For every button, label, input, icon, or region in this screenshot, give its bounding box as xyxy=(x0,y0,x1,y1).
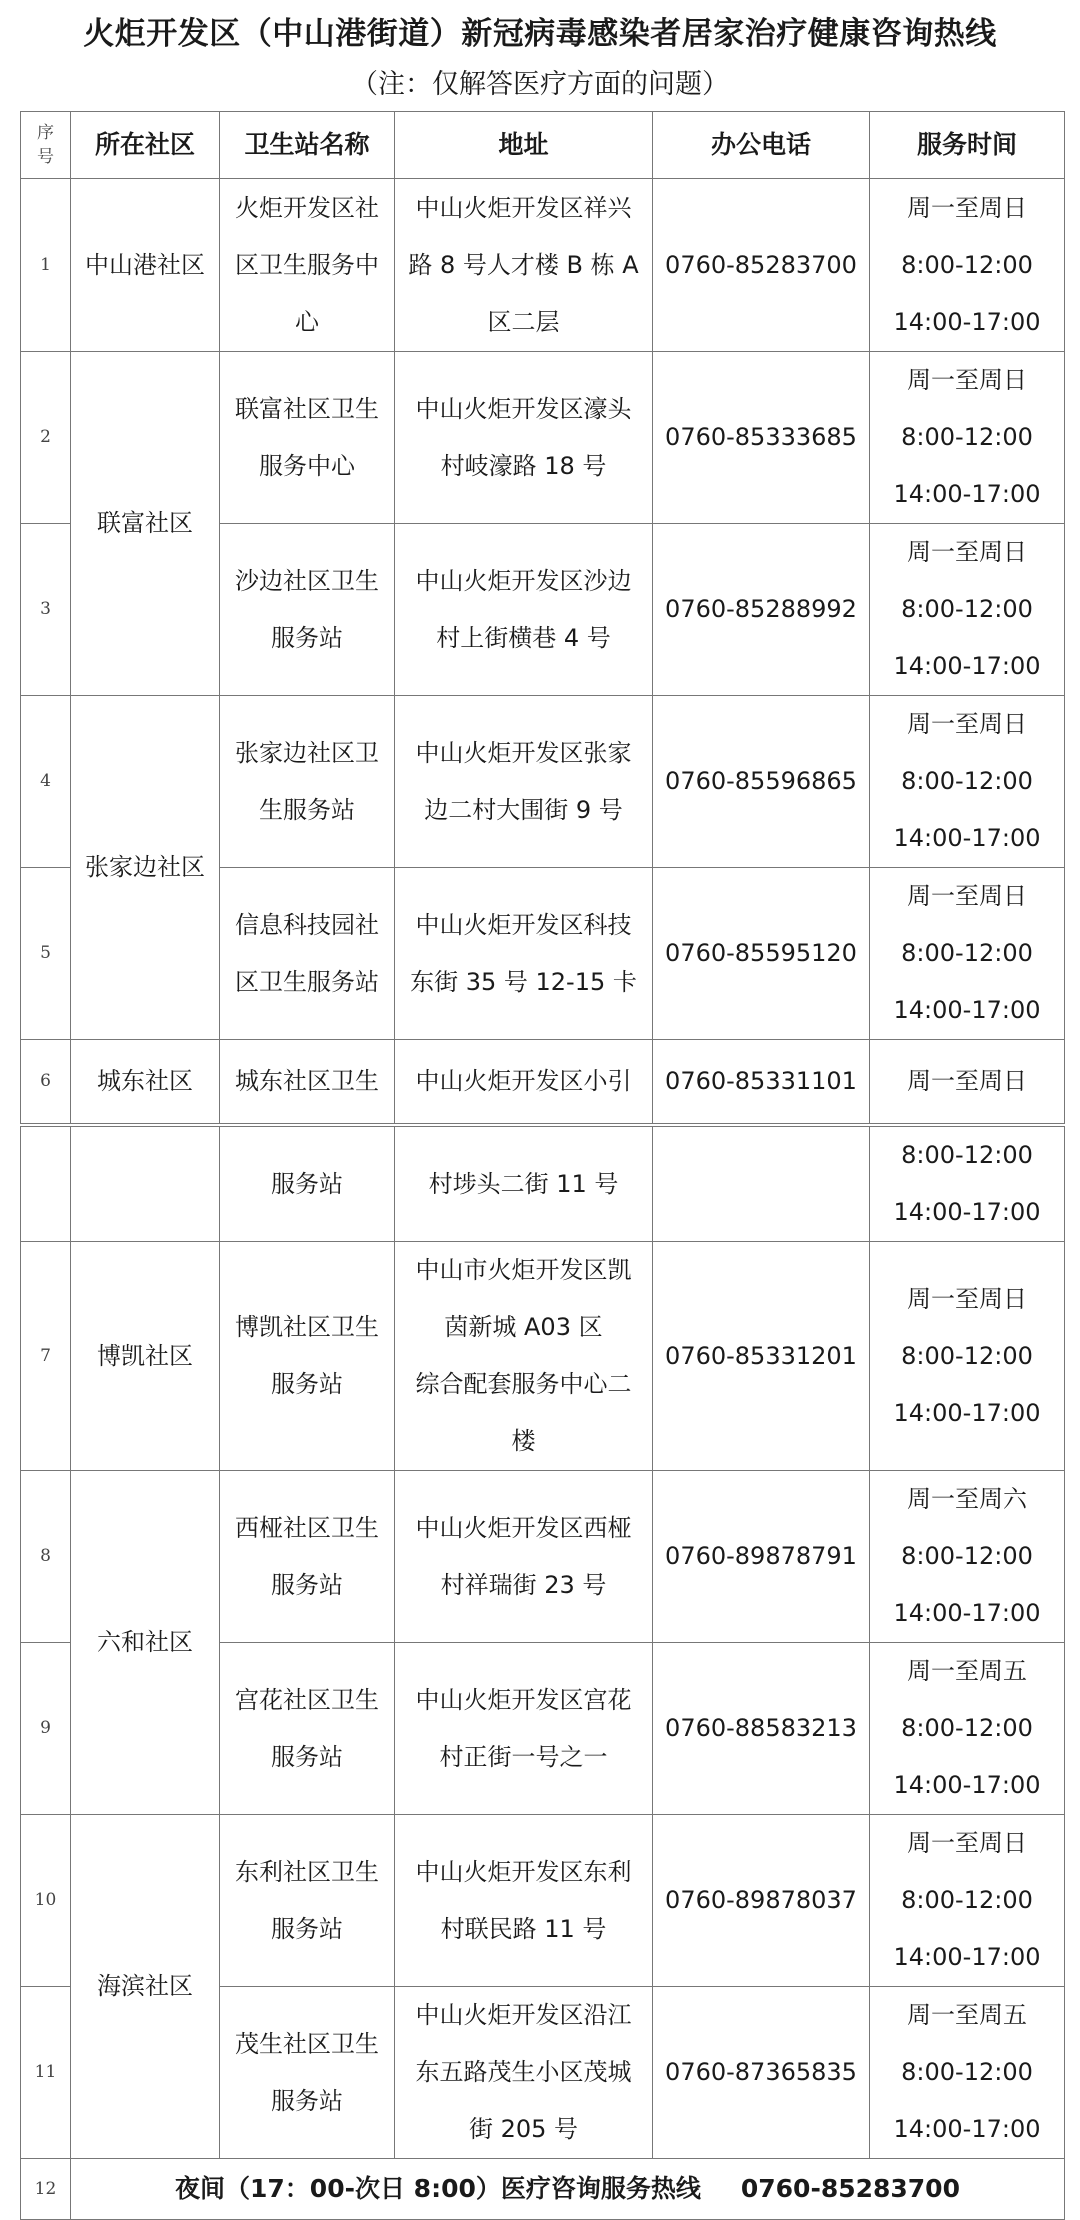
night-hotline xyxy=(71,2159,1065,2220)
hotline-table-part-2 xyxy=(20,1126,1065,2220)
address-line: 茵新城 A03 区 xyxy=(444,1313,603,1341)
address-line: 中山火炬开发区西桠 xyxy=(415,1513,632,1542)
service-hours xyxy=(870,1040,1065,1124)
table-row xyxy=(21,1471,1065,1643)
address xyxy=(395,1040,653,1124)
service-hours xyxy=(870,1987,1065,2159)
service-hours-line: 14:00-17:00 xyxy=(893,1599,1041,1627)
office-phone: 0760-89878791 xyxy=(653,1471,870,1643)
service-hours-line: 周一至周日 xyxy=(907,882,1027,910)
service-hours-line: 周一至周日 xyxy=(907,538,1027,566)
station-name-line: 服务站 xyxy=(271,1914,343,1943)
service-hours-line: 周一至周日 xyxy=(907,1284,1027,1313)
station-name xyxy=(220,1815,395,1987)
header-hours: 服务时间 xyxy=(870,112,1065,179)
address-line: 中山市火炬开发区凯 xyxy=(415,1256,632,1284)
service-hours-line: 周一至周日 xyxy=(907,193,1027,222)
row-index: 10 xyxy=(21,1815,71,1987)
address xyxy=(395,1987,653,2159)
night-hotline-phone: 0760-85283700 xyxy=(740,2174,960,2203)
table-row xyxy=(21,1815,1065,1987)
community-cell: 联富社区 xyxy=(71,352,220,696)
table-header-row xyxy=(21,112,1065,179)
address-line: 村联民路 11 号 xyxy=(440,1914,607,1943)
station-name-line: 服务中心 xyxy=(259,451,355,480)
community-cell: 博凯社区 xyxy=(71,1242,220,1471)
community-cell: 六和社区 xyxy=(71,1471,220,1815)
station-name-line: 服务站 xyxy=(271,2086,343,2115)
office-phone xyxy=(653,1127,870,1242)
header-phone: 办公电话 xyxy=(653,112,870,179)
service-hours-line: 8:00-12:00 xyxy=(901,1542,1033,1570)
office-phone: 0760-89878037 xyxy=(653,1815,870,1987)
station-name-line: 联富社区卫生 xyxy=(235,394,379,423)
hotline-table-part-1 xyxy=(20,111,1065,1124)
address-line: 东街 35 号 12-15 卡 xyxy=(410,967,637,996)
service-hours xyxy=(870,1127,1065,1242)
service-hours xyxy=(870,352,1065,524)
service-hours xyxy=(870,1471,1065,1643)
service-hours-line: 8:00-12:00 xyxy=(901,1714,1033,1742)
address xyxy=(395,868,653,1040)
service-hours xyxy=(870,696,1065,868)
service-hours-line: 8:00-12:00 xyxy=(901,1886,1033,1914)
service-hours xyxy=(870,179,1065,352)
header-community: 所在社区 xyxy=(71,112,220,179)
station-name xyxy=(220,1643,395,1815)
service-hours-line: 周一至周日 xyxy=(907,1829,1027,1857)
office-phone: 0760-85288992 xyxy=(653,524,870,696)
office-phone: 0760-85283700 xyxy=(653,179,870,352)
community-cell: 中山港社区 xyxy=(71,179,220,352)
office-phone: 0760-87365835 xyxy=(653,1987,870,2159)
address-line: 村上街横巷 4 号 xyxy=(436,623,611,652)
address-line: 中山火炬开发区科技 xyxy=(415,910,632,939)
community-cell: 海滨社区 xyxy=(71,1815,220,2159)
address-line: 街 205 号 xyxy=(468,2115,579,2143)
service-hours-line: 8:00-12:00 xyxy=(901,423,1033,451)
address-line: 区二层 xyxy=(487,307,560,336)
office-phone: 0760-85595120 xyxy=(653,868,870,1040)
service-hours-line: 14:00-17:00 xyxy=(893,307,1041,336)
row-index: 9 xyxy=(21,1643,71,1815)
address-line: 中山火炬开发区东利 xyxy=(415,1857,632,1886)
station-name-line: 信息科技园社 xyxy=(235,910,379,939)
address-line: 东五路茂生小区茂城 xyxy=(415,2058,632,2086)
service-hours-line: 周一至周日 xyxy=(907,1067,1027,1095)
service-hours-line: 周一至周日 xyxy=(907,710,1027,738)
address xyxy=(395,1643,653,1815)
address-line: 村祥瑞街 23 号 xyxy=(440,1570,607,1599)
station-name-line: 心 xyxy=(295,307,319,336)
service-hours-line: 8:00-12:00 xyxy=(901,767,1033,795)
page-subtitle: （注：仅解答医疗方面的问题） xyxy=(351,69,729,100)
service-hours-line: 14:00-17:00 xyxy=(893,480,1041,508)
night-hotline-label: 夜间（17：00-次日 8:00）医疗咨询服务热线 xyxy=(175,2174,701,2203)
station-name-line: 火炬开发区社 xyxy=(235,193,379,222)
header-station: 卫生站名称 xyxy=(220,112,395,179)
address xyxy=(395,696,653,868)
row-index: 3 xyxy=(21,524,71,696)
row-index xyxy=(21,1127,71,1242)
service-hours-line: 8:00-12:00 xyxy=(901,595,1033,623)
row-index: 2 xyxy=(21,352,71,524)
station-name xyxy=(220,524,395,696)
footer-row xyxy=(21,2159,1065,2220)
office-phone: 0760-85331201 xyxy=(653,1242,870,1471)
station-name-line: 沙边社区卫生 xyxy=(235,566,379,595)
station-name-line: 城东社区卫生 xyxy=(235,1067,379,1095)
address-line: 中山火炬开发区沿江 xyxy=(415,2001,632,2029)
address xyxy=(395,179,653,352)
address-line: 村正街一号之一 xyxy=(439,1742,608,1771)
address-line: 中山火炬开发区祥兴 xyxy=(415,193,632,222)
address xyxy=(395,352,653,524)
address-line: 边二村大围街 9 号 xyxy=(424,795,623,824)
table-row xyxy=(21,179,1065,352)
station-name-line: 服务站 xyxy=(271,1742,343,1771)
service-hours-line: 14:00-17:00 xyxy=(893,1771,1041,1799)
row-index: 11 xyxy=(21,1987,71,2159)
address-line: 中山火炬开发区小引 xyxy=(415,1067,632,1095)
station-name-line: 服务站 xyxy=(271,1169,343,1198)
table-row xyxy=(21,1242,1065,1471)
station-name xyxy=(220,1127,395,1242)
station-name-line: 宫花社区卫生 xyxy=(235,1685,379,1714)
community-cell: 城东社区 xyxy=(71,1040,220,1124)
row-index: 8 xyxy=(21,1471,71,1643)
header-address: 地址 xyxy=(395,112,653,179)
row-index: 4 xyxy=(21,696,71,868)
address-line: 中山火炬开发区宫花 xyxy=(415,1685,632,1714)
address-line: 综合配套服务中心二 xyxy=(415,1370,632,1398)
station-name-line: 东利社区卫生 xyxy=(235,1857,379,1886)
row-index: 7 xyxy=(21,1242,71,1471)
service-hours-line: 14:00-17:00 xyxy=(893,2115,1041,2143)
office-phone: 0760-85596865 xyxy=(653,696,870,868)
service-hours-line: 8:00-12:00 xyxy=(901,939,1033,967)
address-line: 中山火炬开发区沙边 xyxy=(415,566,632,595)
address-line: 中山火炬开发区张家 xyxy=(415,738,632,767)
office-phone: 0760-85333685 xyxy=(653,352,870,524)
service-hours-line: 周一至周五 xyxy=(907,1657,1027,1685)
service-hours-line: 周一至周日 xyxy=(907,366,1027,394)
station-name xyxy=(220,696,395,868)
row-index: 1 xyxy=(21,179,71,352)
row-index: 5 xyxy=(21,868,71,1040)
address xyxy=(395,524,653,696)
service-hours xyxy=(870,1643,1065,1815)
table-row xyxy=(21,1040,1065,1124)
row-index: 6 xyxy=(21,1040,71,1124)
address-line: 村埗头二街 11 号 xyxy=(428,1169,619,1198)
service-hours xyxy=(870,868,1065,1040)
address xyxy=(395,1471,653,1643)
address-line: 楼 xyxy=(511,1427,536,1455)
station-name-line: 区卫生服务中 xyxy=(235,250,379,279)
service-hours-line: 14:00-17:00 xyxy=(893,996,1041,1024)
address-line: 路 8 号人才楼 B 栋 A xyxy=(408,250,639,279)
service-hours-line: 周一至周五 xyxy=(907,2001,1027,2029)
service-hours-line: 14:00-17:00 xyxy=(893,824,1041,852)
community-cell xyxy=(71,1127,220,1242)
station-name-line: 服务站 xyxy=(271,1570,343,1599)
service-hours-line: 14:00-17:00 xyxy=(893,1943,1041,1971)
community-cell: 张家边社区 xyxy=(71,696,220,1040)
station-name-line: 服务站 xyxy=(271,1370,343,1398)
station-name-line: 西桠社区卫生 xyxy=(235,1513,379,1542)
service-hours-line: 14:00-17:00 xyxy=(893,652,1041,680)
table-row xyxy=(21,352,1065,524)
station-name xyxy=(220,1987,395,2159)
station-name xyxy=(220,1471,395,1643)
table-row xyxy=(21,696,1065,868)
station-name-line: 服务站 xyxy=(271,623,343,652)
station-name xyxy=(220,1242,395,1471)
service-hours-line: 14:00-17:00 xyxy=(893,1198,1041,1226)
service-hours-line: 8:00-12:00 xyxy=(901,2058,1033,2086)
station-name xyxy=(220,1040,395,1124)
service-hours-line: 8:00-12:00 xyxy=(901,1341,1033,1370)
station-name xyxy=(220,868,395,1040)
station-name-line: 区卫生服务站 xyxy=(235,967,379,996)
table-row xyxy=(21,1127,1065,1242)
service-hours xyxy=(870,524,1065,696)
service-hours-line: 14:00-17:00 xyxy=(893,1398,1041,1427)
service-hours-line: 周一至周六 xyxy=(907,1485,1027,1513)
row-index: 12 xyxy=(21,2159,71,2220)
service-hours-line: 8:00-12:00 xyxy=(901,250,1033,279)
office-phone: 0760-88583213 xyxy=(653,1643,870,1815)
service-hours-line: 8:00-12:00 xyxy=(901,1141,1033,1169)
station-name-line: 茂生社区卫生 xyxy=(235,2029,379,2058)
address-line: 村岐濠路 18 号 xyxy=(440,451,607,480)
office-phone: 0760-85331101 xyxy=(653,1040,870,1124)
station-name-line: 生服务站 xyxy=(259,795,355,824)
address xyxy=(395,1242,653,1471)
address xyxy=(395,1127,653,1242)
station-name xyxy=(220,352,395,524)
address-line: 中山火炬开发区濠头 xyxy=(415,394,632,423)
header-index: 序号 xyxy=(21,112,71,179)
service-hours xyxy=(870,1242,1065,1471)
page-title: 火炬开发区（中山港街道）新冠病毒感染者居家治疗健康咨询热线 xyxy=(83,16,997,52)
station-name-line: 张家边社区卫 xyxy=(235,738,379,767)
service-hours xyxy=(870,1815,1065,1987)
address xyxy=(395,1815,653,1987)
station-name xyxy=(220,179,395,352)
station-name-line: 博凯社区卫生 xyxy=(235,1313,379,1341)
